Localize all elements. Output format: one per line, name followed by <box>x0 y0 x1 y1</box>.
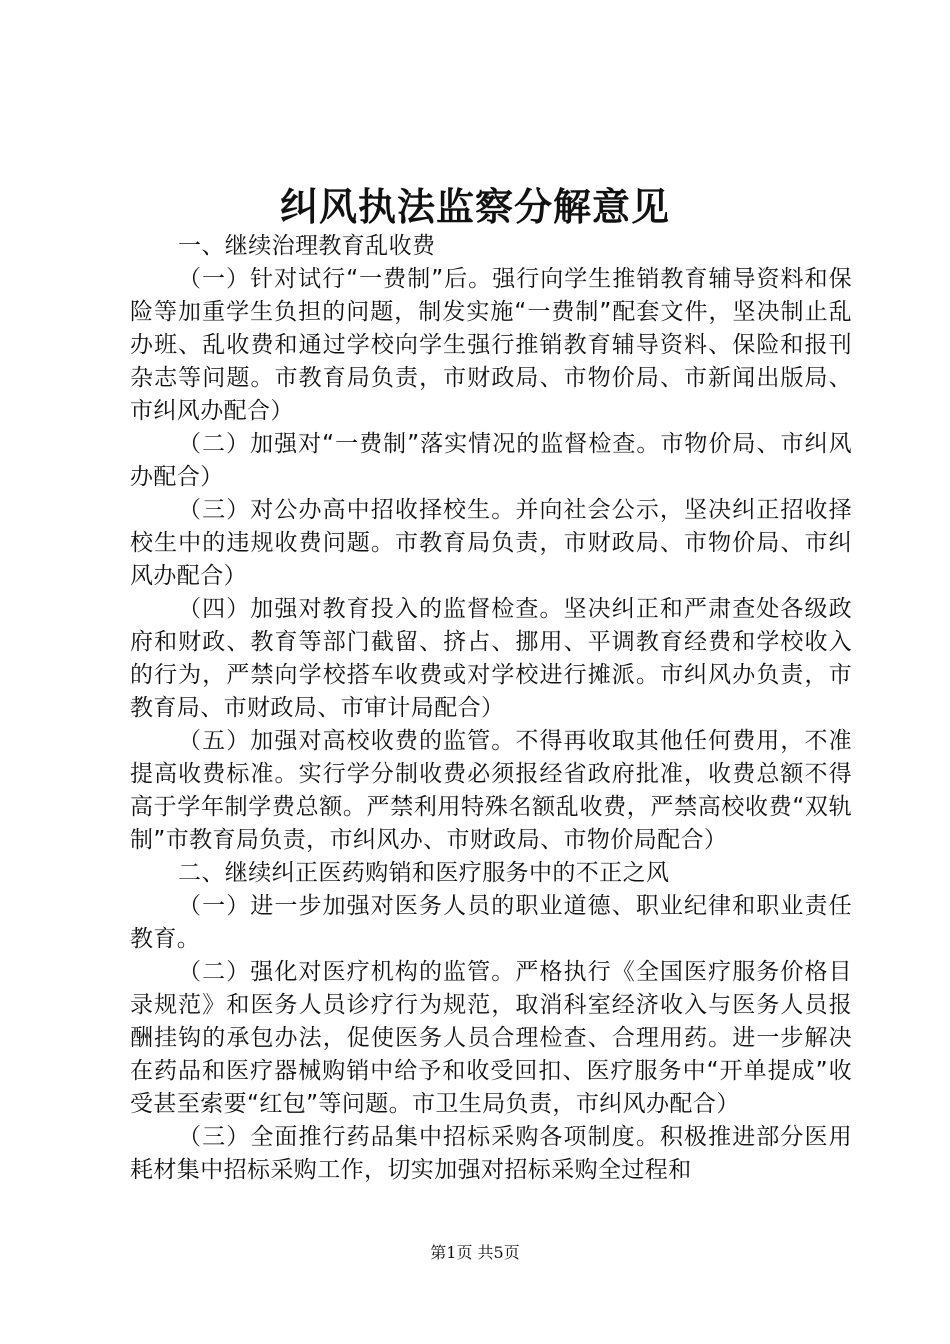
document-body <box>130 230 852 1187</box>
paragraph-1-2: （二）加强对“一费制”落实情况的监督检查。市物价局、市纠风办配合） <box>130 431 852 490</box>
paragraph-1-4: （四）加强对教育投入的监督检查。坚决纠正和严肃查处各级政府和财政、教育等部门截留、挤占、挪用、平调教育经费和学校收入的行为，严禁向学校搭车收费或对学校进行摊派。市纠风办负责，市教育局、市财政局、市审计局配合） <box>130 596 852 721</box>
section-heading-2: 二、继续纠正医药购销和医疗服务中的不正之风 <box>178 860 670 886</box>
paragraph-1-5: （五）加强对高校收费的监管。不得再收取其他任何费用，不准提高收费标准。实行学分制收费必须报经省政府批准，收费总额不得高于学年制学费总额。严禁利用特殊名额乱收费，严禁高校收费“双轨制”市教育局负责，市纠风办、市财政局、市物价局配合） <box>130 728 852 853</box>
paragraph-2-1: （一）进一步加强对医务人员的职业道德、职业纪律和职业责任教育。 <box>130 893 852 952</box>
section-heading-1: 一、继续治理教育乱收费 <box>178 233 436 259</box>
paragraph-1-1: （一）针对试行“一费制”后。强行向学生推销教育辅导资料和保险等加重学生负担的问题，制发实施“一费制”配套文件，坚决制止乱办班、乱收费和通过学校向学生强行推销教育辅导资料、保险和报刊杂志等问题。市教育局负责，市财政局、市物价局、市新闻出版局、市纠风办配合） <box>130 266 852 424</box>
document-title: 纠风执法监察分解意见 <box>279 184 670 229</box>
paragraph-1-3: （三）对公办高中招收择校生。并向社会公示，坚决纠正招收择校生中的违规收费问题。市教育局负责，市财政局、市物价局、市纠风办配合） <box>130 497 852 589</box>
page-number-footer: 第1页 共5页 <box>430 1243 520 1262</box>
paragraph-2-2: （二）强化对医疗机构的监管。严格执行《全国医疗服务价格目录规范》和医务人员诊疗行为规范，取消科室经济收入与医务人员报酬挂钩的承包办法，促使医务人员合理检查、合理用药。进一步解决在药品和医疗器械购销中给予和收受回扣、医疗服务中“开单提成”收受甚至索要“红包”等问题。市卫生局负责，市纠风办配合） <box>130 959 852 1117</box>
paragraph-2-3: （三）全面推行药品集中招标采购各项制度。积极推进部分医用耗材集中招标采购工作，切实加强对招标采购全过程和 <box>130 1124 852 1183</box>
